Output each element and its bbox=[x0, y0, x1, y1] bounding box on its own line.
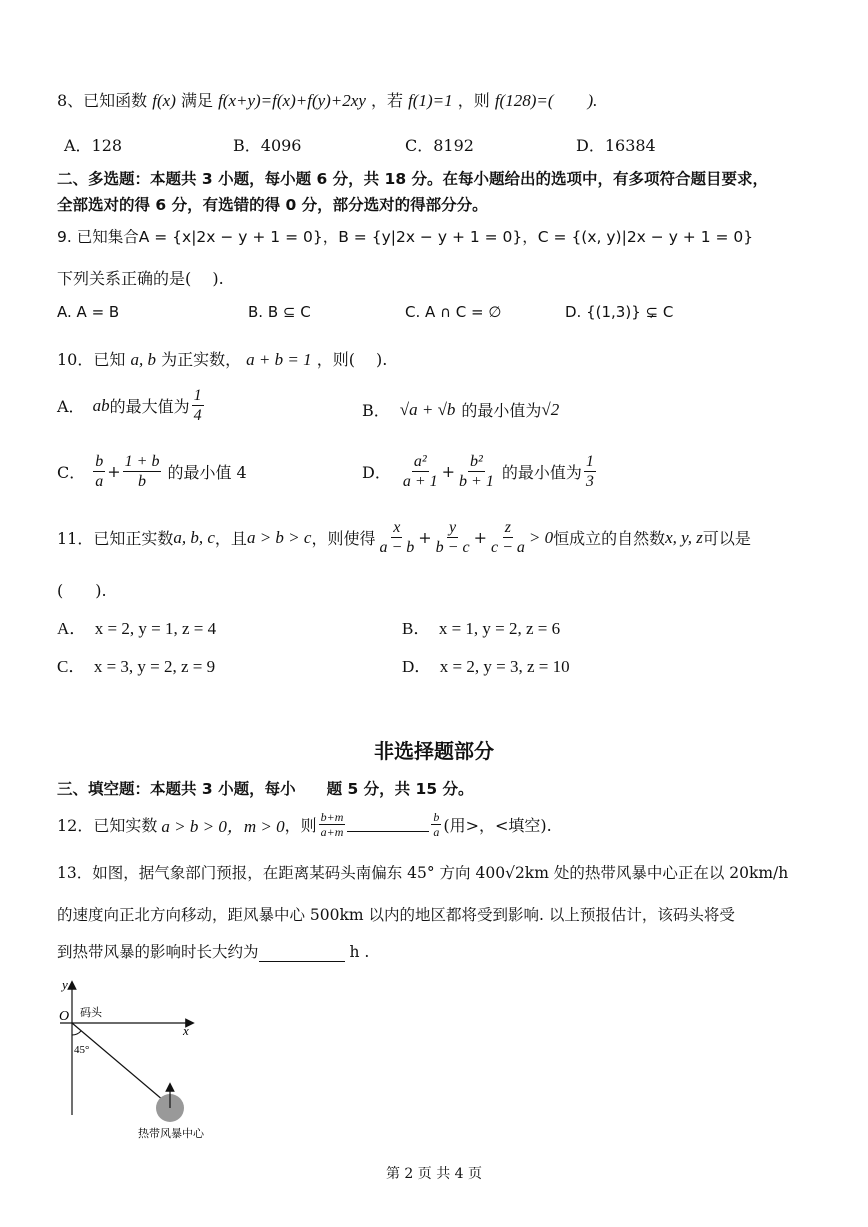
q10-c-text: 的最小值 4 bbox=[167, 463, 247, 482]
q10-d-n1: a² bbox=[413, 453, 427, 470]
q12-stem bbox=[57, 810, 552, 839]
q8-cond-text: 满足 bbox=[180, 91, 213, 110]
q9-option-a[interactable]: A. A = B bbox=[57, 303, 120, 321]
q10-b-expr: √a + √b bbox=[399, 399, 456, 419]
q11-tail: 恒成立的自然数 bbox=[553, 529, 666, 548]
q8-prefix: 8、已知函数 bbox=[57, 91, 148, 110]
q10-option-c[interactable] bbox=[57, 452, 247, 491]
q11-paren: ( ). bbox=[57, 581, 107, 600]
section-title: 非选择题部分 bbox=[374, 739, 494, 763]
q10-c-frac1 bbox=[93, 452, 105, 491]
q9-option-b[interactable]: B. B ⊆ C bbox=[248, 303, 311, 321]
q13-line1: 13．如图，据气象部门预报，在距离某码头南偏东 45° 方向 400√2km 处的热带风暴中心正在以 20km/h bbox=[57, 864, 789, 882]
q13-answer-blank[interactable] bbox=[259, 945, 345, 962]
q8-given: f(1)=1 bbox=[408, 91, 453, 110]
q9-stem: 9. 已知集合A = {x|2x − y + 1 = 0}，B = {y|2x − y + 1 = 0}，C = {(x, y)|2x − y + 1 = 0} bbox=[57, 228, 754, 246]
q9-ask: 下列关系正确的是( ). bbox=[57, 269, 224, 288]
q11-n3: z bbox=[504, 519, 512, 536]
q10-a-expr: ab bbox=[92, 395, 110, 415]
q10-b-val: √2 bbox=[541, 399, 560, 419]
q11-mid2: ，则使得 bbox=[311, 529, 376, 548]
q10-c-plus: + bbox=[107, 462, 121, 481]
q10-b-label: B． bbox=[362, 401, 390, 420]
q8-ask: f(128)=( ). bbox=[494, 91, 598, 110]
q10-a-num: 1 bbox=[193, 387, 202, 404]
angle-arc bbox=[72, 1031, 81, 1035]
q10-d-text: 的最小值为 bbox=[501, 463, 582, 482]
q12-n1: b+m bbox=[320, 810, 344, 824]
q10-c-n1: b bbox=[95, 453, 104, 470]
q13-figure bbox=[50, 975, 250, 1150]
q13-line3 bbox=[57, 940, 369, 962]
q10-option-d[interactable] bbox=[362, 452, 598, 491]
q10-option-b[interactable] bbox=[362, 398, 559, 421]
q12-frac1 bbox=[319, 810, 346, 839]
q13-line2: 的速度向正北方向移动，距风暴中心 500km 以内的地区都将受到影响. 以上预报估计，该码头将受 bbox=[57, 906, 735, 924]
fig-dock-label: 码头 bbox=[80, 1006, 102, 1019]
q11-mid: ，且 bbox=[214, 529, 247, 548]
q10-d-num: 1 bbox=[585, 453, 594, 470]
q11-tailvars: x, y, z bbox=[665, 527, 703, 547]
q12-frac2 bbox=[431, 810, 441, 839]
q9-option-c[interactable]: C. A ∩ C = ∅ bbox=[405, 303, 502, 321]
q11-option-d[interactable]: D． x = 2, y = 3, z = 10 bbox=[402, 657, 570, 676]
q10-b-text: 的最小值为 bbox=[461, 401, 542, 420]
q10-d-label: D． bbox=[362, 463, 391, 482]
q10-d-d2: b + 1 bbox=[459, 473, 494, 490]
q11-plus1: + bbox=[418, 528, 432, 547]
fig-y-label: y bbox=[62, 977, 68, 992]
q10-ask: ，则( ). bbox=[316, 350, 388, 369]
section3-heading: 三、填空题：本题共 3 小题，每小 题 5 分，共 15 分。 bbox=[57, 780, 474, 798]
q11-n2: y bbox=[449, 519, 457, 536]
q12-answer-blank[interactable] bbox=[347, 813, 429, 832]
q8-equation: f(x+y)=f(x)+f(y)+2xy bbox=[218, 91, 366, 110]
q10-cond: a + b = 1 bbox=[246, 350, 312, 369]
q11-frac2 bbox=[434, 518, 472, 557]
q8-if-text: ，若 bbox=[370, 91, 403, 110]
q10-d-frac3 bbox=[584, 452, 596, 491]
q10-vars: a, b bbox=[130, 350, 156, 369]
q10-c-label: C． bbox=[57, 463, 86, 482]
q8-option-b[interactable]: B．4096 bbox=[233, 136, 302, 155]
q10-d-den: 3 bbox=[585, 473, 594, 490]
q10-mid: 为正实数， bbox=[161, 350, 242, 369]
storm-path-line bbox=[72, 1023, 170, 1106]
section2-line2: 全部选对的得 6 分，有选错的得 0 分，部分选对的得部分分。 bbox=[57, 196, 488, 214]
q11-n1: x bbox=[393, 519, 401, 536]
fig-x-label: x bbox=[183, 1023, 189, 1038]
q12-tail: (用>，<填空). bbox=[443, 816, 552, 835]
q9-option-d[interactable]: D. {(1,3)} ⊊ C bbox=[565, 303, 674, 321]
q11-cond: a > b > c bbox=[246, 527, 312, 547]
q10-stem bbox=[57, 347, 387, 370]
q8-option-a[interactable]: A．128 bbox=[64, 136, 123, 155]
q10-a-den: 4 bbox=[193, 407, 202, 424]
q10-prefix: 10．已知 bbox=[57, 350, 126, 369]
q11-option-b[interactable]: B． x = 1, y = 2, z = 6 bbox=[402, 619, 561, 638]
q10-c-d1: a bbox=[95, 473, 104, 490]
q8-option-c[interactable]: C．8192 bbox=[405, 136, 474, 155]
q12-prefix: 12．已知实数 bbox=[57, 816, 158, 835]
q11-d3: c − a bbox=[490, 539, 525, 556]
q10-c-frac2 bbox=[123, 452, 162, 491]
q10-a-text: 的最大值为 bbox=[109, 397, 190, 416]
q11-prefix: 11．已知正实数 bbox=[57, 529, 174, 548]
q12-d2: a bbox=[433, 825, 440, 839]
q11-gt: > 0 bbox=[528, 527, 554, 547]
q10-d-plus: + bbox=[441, 462, 456, 481]
q10-d-n2: b² bbox=[470, 453, 483, 470]
q13-line3-text: 到热带风暴的影响时长大约为 bbox=[57, 943, 259, 961]
q10-c-n2: 1 + b bbox=[124, 453, 160, 470]
q11-stem bbox=[57, 518, 751, 557]
q10-a-frac bbox=[192, 386, 204, 425]
q11-frac3 bbox=[489, 518, 527, 557]
page-footer: 第 2 页 共 4 页 bbox=[385, 1166, 483, 1182]
q11-vars: a, b, c bbox=[173, 527, 215, 547]
q8-stem bbox=[57, 86, 597, 111]
q10-c-d2: b bbox=[138, 473, 147, 490]
q10-option-a[interactable] bbox=[57, 386, 206, 425]
q11-tail2: 可以是 bbox=[702, 529, 751, 548]
fig-o-label: O bbox=[59, 1009, 70, 1024]
q11-d2: b − c bbox=[435, 539, 470, 556]
fig-storm-label: 热带风暴中心 bbox=[138, 1127, 204, 1140]
q10-d-frac1 bbox=[401, 452, 440, 491]
q10-d-d1: a + 1 bbox=[402, 473, 438, 490]
q12-cond: a > b > 0，m > 0 bbox=[161, 817, 285, 836]
q8-option-d[interactable]: D．16384 bbox=[576, 136, 656, 155]
q13-unit: h . bbox=[349, 943, 370, 961]
q8-fx: f(x) bbox=[152, 91, 176, 110]
fig-angle-label: 45° bbox=[74, 1044, 90, 1056]
q11-plus2: + bbox=[473, 528, 487, 547]
q11-d1: a − b bbox=[379, 539, 415, 556]
q12-d1: a+m bbox=[320, 825, 344, 839]
q8-then-text: ，则 bbox=[457, 91, 490, 110]
q12-n2: b bbox=[433, 810, 440, 824]
q11-option-a[interactable]: A． x = 2, y = 1, z = 4 bbox=[57, 619, 217, 638]
q10-a-label: A． bbox=[57, 397, 85, 416]
q11-frac1 bbox=[377, 518, 416, 557]
section2-line1: 二、多选题：本题共 3 小题，每小题 6 分，共 18 分。在每小题给出的选项中，有多项符合题目要求， bbox=[57, 170, 769, 188]
q10-d-frac2 bbox=[457, 452, 496, 491]
q12-mid: ，则 bbox=[284, 816, 317, 835]
q11-option-c[interactable]: C． x = 3, y = 2, z = 9 bbox=[57, 657, 216, 676]
